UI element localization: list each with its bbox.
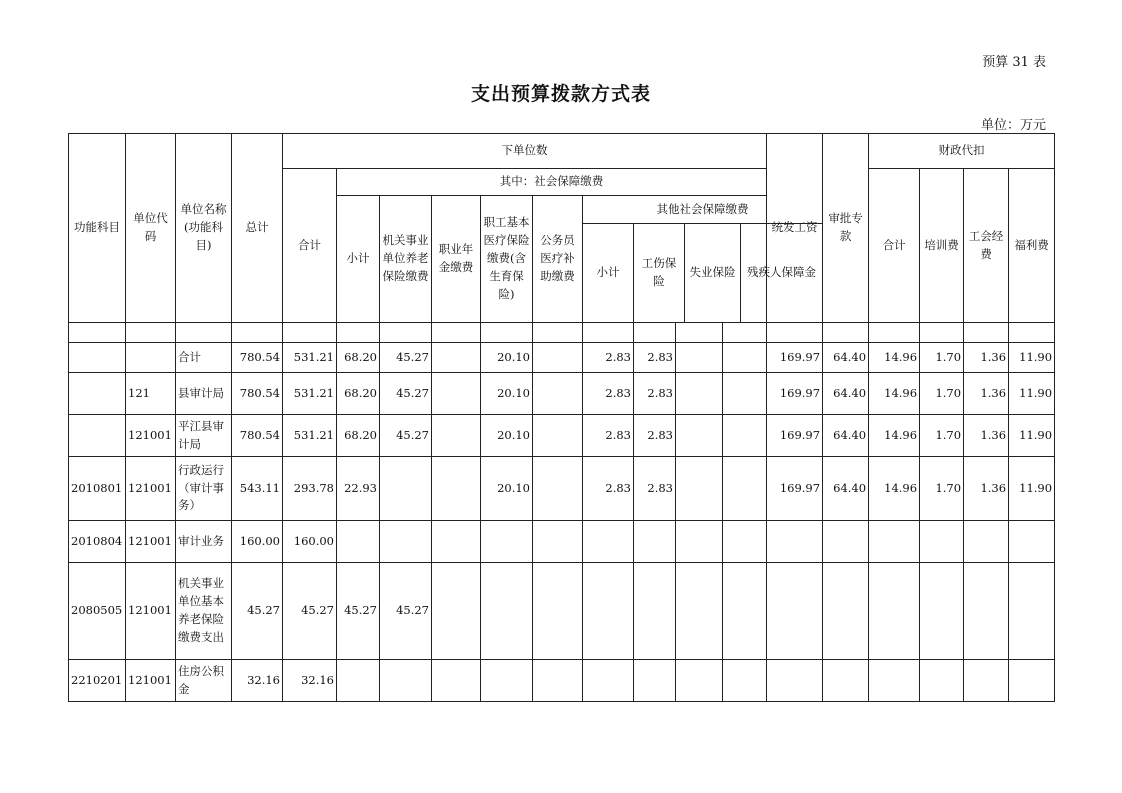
table-cell: 1.70 [920,373,964,415]
table-cell [69,373,126,415]
table-cell: 1.70 [920,415,964,457]
table-cell [1009,563,1055,660]
table-cell [676,343,723,373]
table-cell [432,660,481,702]
table-cell: 780.54 [232,373,283,415]
header-social-sub: 小计 [337,196,380,323]
table-cell: 2.83 [583,415,634,457]
table-cell: 169.97 [767,457,823,521]
table-cell: 169.97 [767,415,823,457]
table-cell [533,373,583,415]
table-cell: 县审计局 [176,373,232,415]
table-cell: 2.83 [583,457,634,521]
header-other-sub: 小计 [583,224,634,322]
table-row [69,521,1055,563]
table-cell: 11.90 [1009,415,1055,457]
table-row [69,343,1055,373]
table-cell: 64.40 [823,457,869,521]
table-cell [380,660,432,702]
header-name: 单位名称(功能科目) [176,134,232,323]
table-body [69,323,1055,702]
table-cell: 2.83 [634,343,676,373]
table-cell [533,563,583,660]
table-cell [634,563,676,660]
table-cell: 14.96 [869,415,920,457]
header-sum: 合计 [283,169,337,323]
table-cell: 543.11 [232,457,283,521]
table-cell: 45.27 [337,563,380,660]
table-cell: 20.10 [481,457,533,521]
table-cell [767,563,823,660]
table-cell: 121 [126,373,176,415]
table-row [69,563,1055,660]
table-cell: 32.16 [283,660,337,702]
table-cell: 审计业务 [176,521,232,563]
table-cell: 2.83 [634,457,676,521]
header-social-group: 其中：社会保障缴费 [337,169,767,196]
table-cell: 20.10 [481,415,533,457]
table-cell: 20.10 [481,373,533,415]
table-cell [533,521,583,563]
table-cell: 14.96 [869,457,920,521]
table-cell [869,563,920,660]
table-cell: 1.36 [964,373,1009,415]
header-union: 工会经费 [964,169,1009,323]
table-cell [723,521,767,563]
table-cell [69,343,126,373]
table-cell [337,660,380,702]
table-cell [676,660,723,702]
unit-label: 单位：万元 [980,118,1046,133]
table-cell: 2010804 [69,521,126,563]
table-cell [676,457,723,521]
table-cell [126,343,176,373]
header-training: 培训费 [920,169,964,323]
table-cell: 1.36 [964,457,1009,521]
table-cell: 2.83 [634,373,676,415]
table-cell [964,521,1009,563]
table-cell: 531.21 [283,343,337,373]
header-welfare: 福利费 [1009,169,1055,323]
table-row [69,415,1055,457]
table-row [69,660,1055,702]
table-cell: 780.54 [232,415,283,457]
table-cell: 121001 [126,457,176,521]
table-cell [920,521,964,563]
table-cell [481,660,533,702]
table-cell [583,563,634,660]
table-cell [676,373,723,415]
table-cell [823,660,869,702]
header-civil-med: 公务员医疗补助缴费 [533,196,583,323]
table-cell [723,563,767,660]
header-annuity: 职业年金缴费 [432,196,481,323]
table-cell: 22.93 [337,457,380,521]
table-cell: 1.70 [920,457,964,521]
header-disabled: 残疾人保障金 [747,265,817,280]
header-approve: 审批专款 [823,134,869,323]
table-cell [676,521,723,563]
page-title: 支出预算拨款方式表 [470,83,651,105]
table-cell [823,563,869,660]
table-cell: 160.00 [283,521,337,563]
spacer-row [69,323,1055,343]
header-other-group-label: 其他社会保障缴费 [583,196,822,224]
table-cell: 45.27 [380,343,432,373]
table-cell [869,660,920,702]
table-cell [767,521,823,563]
table-cell [676,415,723,457]
header-pension: 机关事业单位养老保险缴费 [380,196,432,323]
header-other-group [583,196,823,323]
table-cell: 机关事业单位基本养老保险缴费支出 [176,563,232,660]
header-medical: 职工基本医疗保险缴费(含生育保险) [481,196,533,323]
table-cell: 2.83 [634,415,676,457]
table-cell [920,563,964,660]
table-cell: 121001 [126,660,176,702]
table-cell [723,457,767,521]
table-cell [583,521,634,563]
table-cell: 2010801 [69,457,126,521]
table-cell [583,660,634,702]
table-cell: 2.83 [583,343,634,373]
header-fiscal-sum: 合计 [869,169,920,323]
table-cell: 121001 [126,563,176,660]
table-cell: 14.96 [869,343,920,373]
table-cell: 2080505 [69,563,126,660]
table-cell [69,415,126,457]
table-cell [1009,660,1055,702]
table-cell: 121001 [126,415,176,457]
table-cell [380,521,432,563]
table-cell [481,521,533,563]
table-cell [869,521,920,563]
table-cell [767,660,823,702]
table-cell: 45.27 [380,415,432,457]
table-cell [380,457,432,521]
table-cell: 2.83 [583,373,634,415]
table-cell: 1.36 [964,415,1009,457]
table-cell [676,563,723,660]
table-cell: 160.00 [232,521,283,563]
table-cell [964,563,1009,660]
budget-table [68,133,1055,702]
table-cell [920,660,964,702]
table-cell [723,660,767,702]
header-lower: 下单位数 [283,134,767,169]
table-cell [823,521,869,563]
table-cell: 121001 [126,521,176,563]
table-cell: 531.21 [283,373,337,415]
header-total: 总计 [232,134,283,323]
header-func: 功能科目 [69,134,126,323]
table-cell [723,373,767,415]
table-row [69,457,1055,521]
table-cell: 合计 [176,343,232,373]
table-cell [432,457,481,521]
table-cell [634,521,676,563]
table-cell: 行政运行（审计事务） [176,457,232,521]
table-cell: 平江县审计局 [176,415,232,457]
table-cell: 531.21 [283,415,337,457]
table-cell: 780.54 [232,343,283,373]
table-cell [723,343,767,373]
table-cell [964,660,1009,702]
table-cell [533,660,583,702]
table-cell: 11.90 [1009,457,1055,521]
table-cell [481,563,533,660]
table-cell: 住房公积金 [176,660,232,702]
table-cell: 11.90 [1009,343,1055,373]
table-cell [432,563,481,660]
table-cell: 68.20 [337,343,380,373]
table-cell: 68.20 [337,373,380,415]
table-cell [337,521,380,563]
table-cell: 64.40 [823,343,869,373]
table-cell: 64.40 [823,373,869,415]
table-cell [432,415,481,457]
form-number: 预算 31 表 [982,55,1046,70]
header-salary: 统发工资 [767,134,823,323]
table-cell [1009,521,1055,563]
header-code: 单位代码 [126,134,176,323]
table-cell: 14.96 [869,373,920,415]
table-cell [432,343,481,373]
table-cell [723,415,767,457]
table-cell: 20.10 [481,343,533,373]
header-fiscal: 财政代扣 [869,134,1055,169]
table-cell: 32.16 [232,660,283,702]
table-cell: 2210201 [69,660,126,702]
table-cell: 45.27 [232,563,283,660]
table-cell: 169.97 [767,373,823,415]
table-cell: 169.97 [767,343,823,373]
table-cell [432,521,481,563]
table-cell: 1.36 [964,343,1009,373]
table-cell: 45.27 [380,563,432,660]
header-unemploy: 失业保险 [685,224,741,322]
table-cell [432,373,481,415]
header-injury: 工伤保险 [634,224,685,322]
table-cell: 68.20 [337,415,380,457]
table-row [69,373,1055,415]
table-cell [533,415,583,457]
table-cell: 1.70 [920,343,964,373]
table-cell: 11.90 [1009,373,1055,415]
table-cell [533,343,583,373]
table-cell: 45.27 [380,373,432,415]
table-cell: 293.78 [283,457,337,521]
table-cell: 64.40 [823,415,869,457]
table-cell [634,660,676,702]
table-cell [533,457,583,521]
table-cell: 45.27 [283,563,337,660]
